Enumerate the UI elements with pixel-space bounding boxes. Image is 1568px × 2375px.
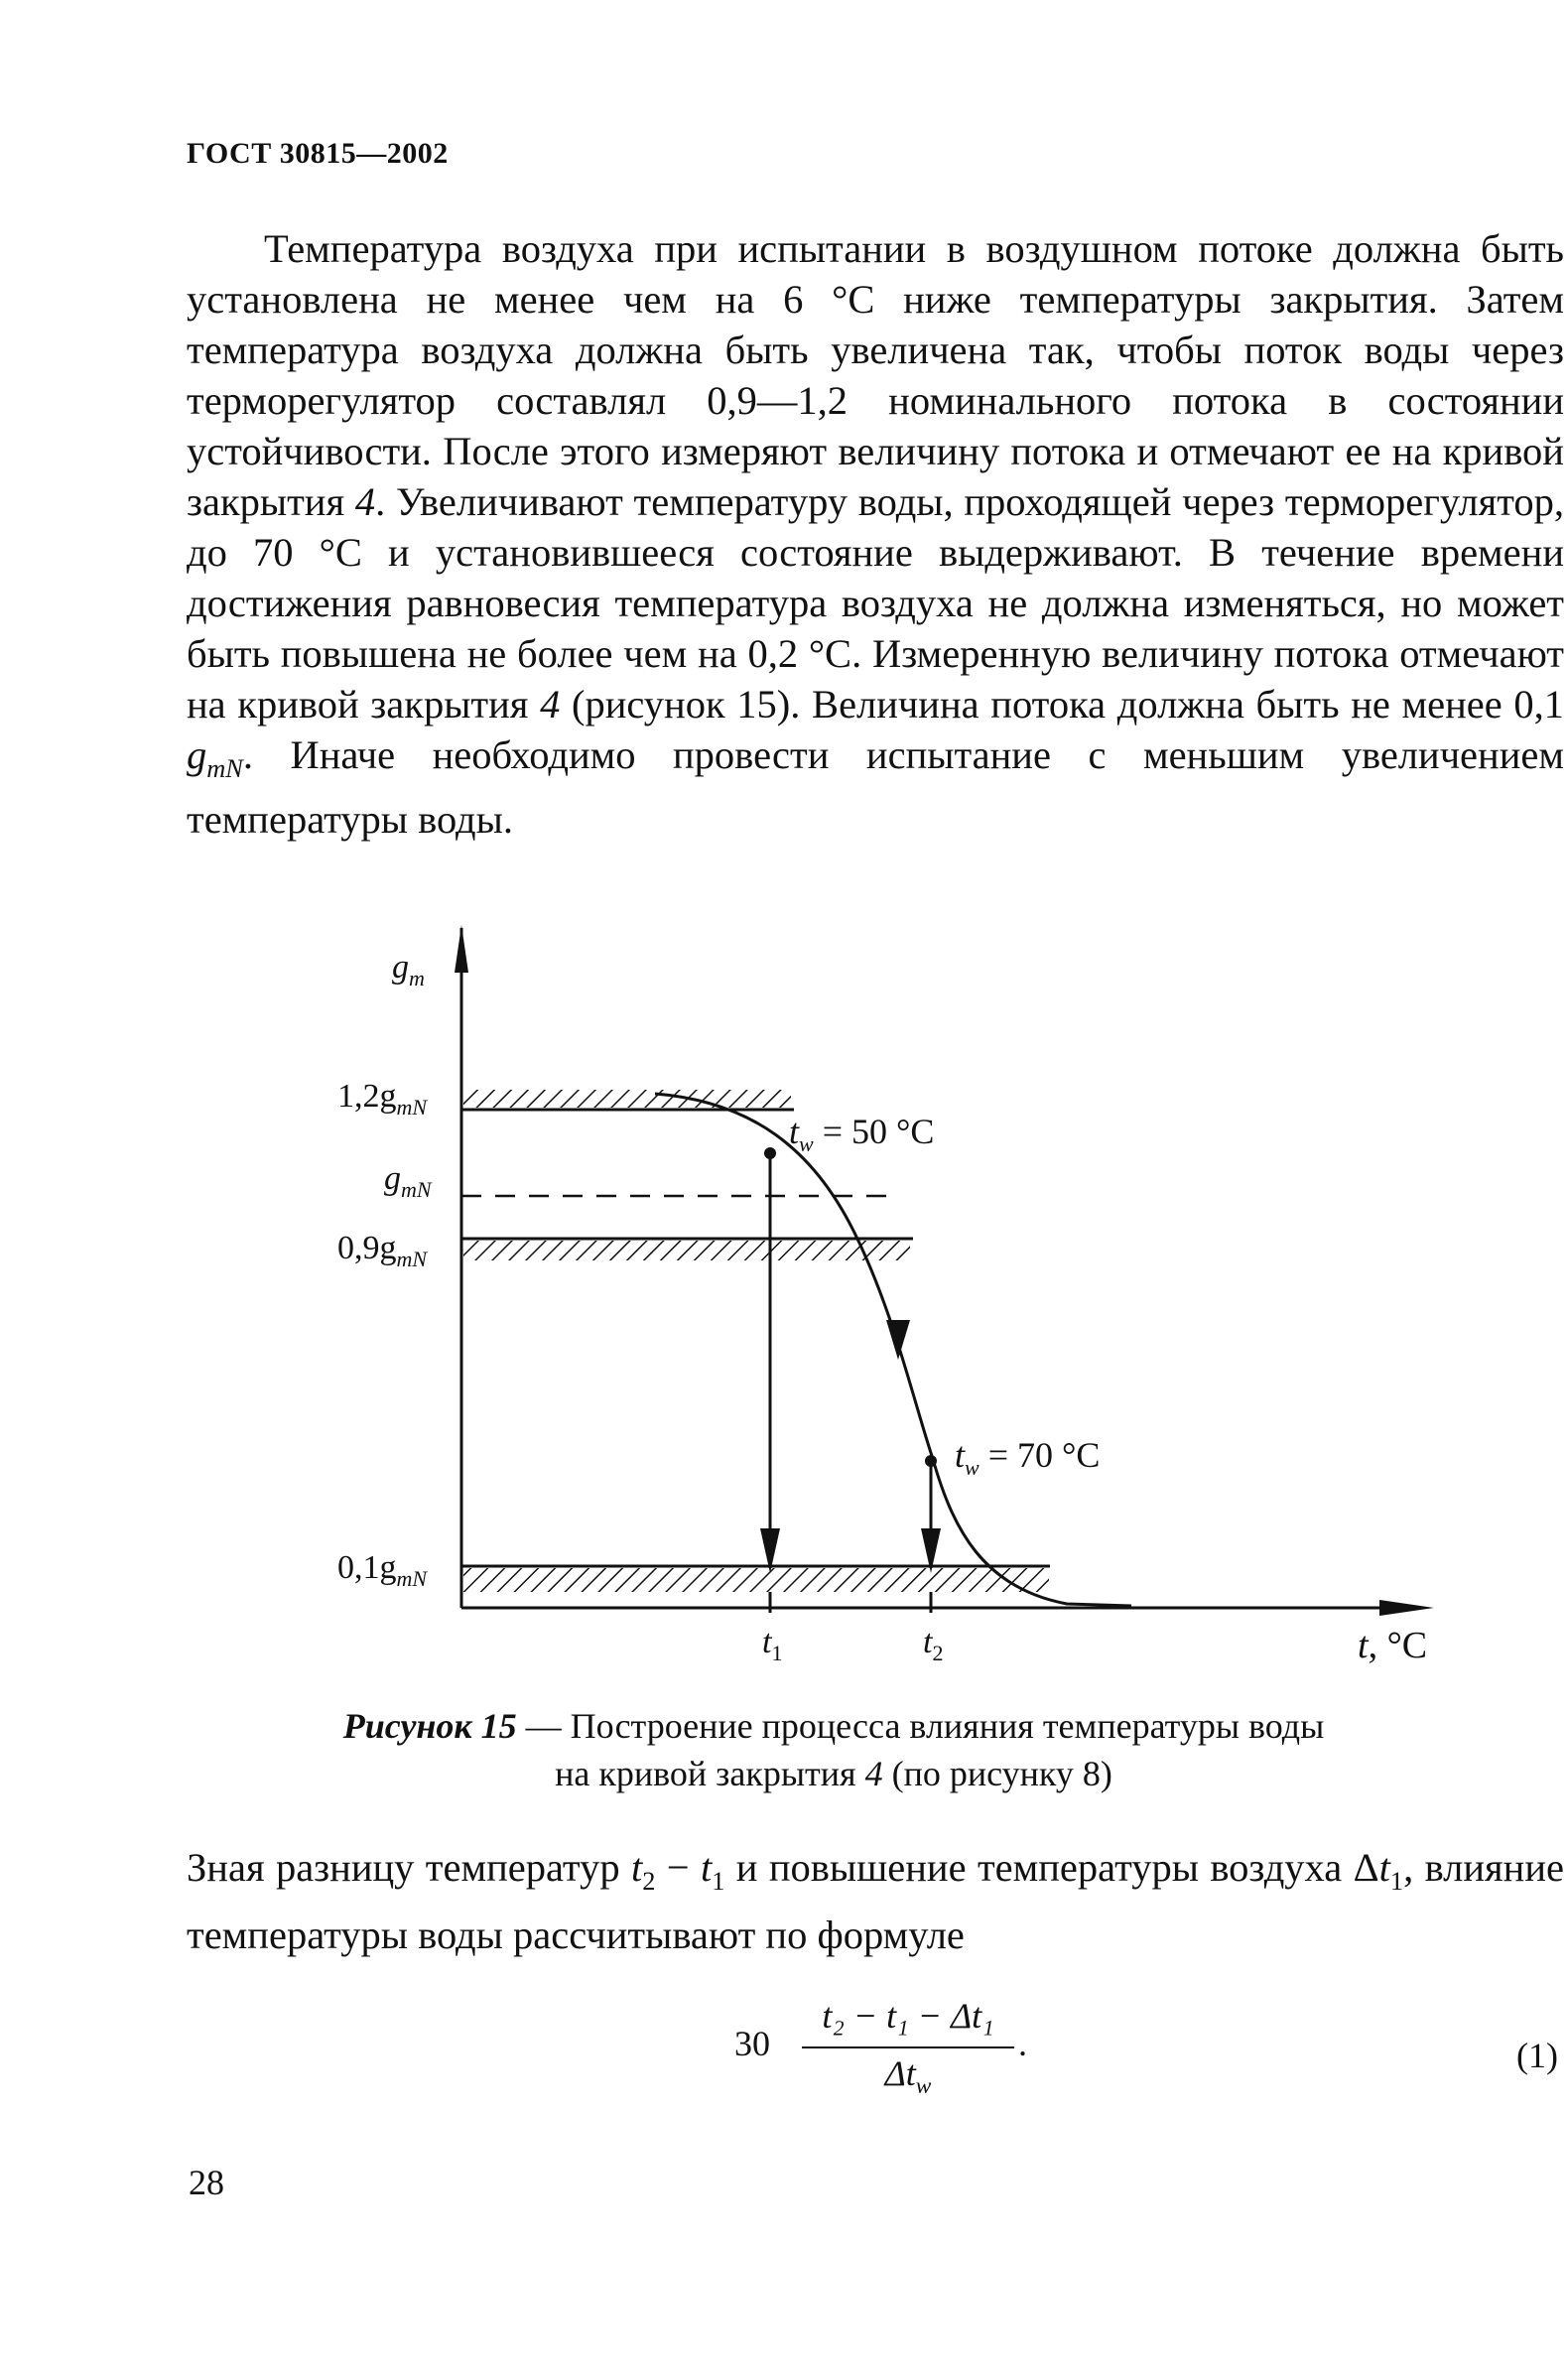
- intro-text: , влияние температуры воды рассчитывают по формуле: [187, 1845, 1564, 1958]
- fraction-bar: [802, 2046, 1014, 2048]
- caption-text: Построение процесса влияния температуры воды: [570, 1706, 1325, 1746]
- caption-text: (по рисунку 8): [882, 1754, 1112, 1793]
- y-level-1-2: $1,2g_{mN}$: [337, 1078, 428, 1120]
- paragraph-text: . Увеличивают температуру воды, проходящей через терморегулятор, до 70 °С и установившееся состояние выдерживают. В течение времени достижения равновесия температура воздуха не должна изменяться, но может быть повышена не более чем на 0,2 °С. Измеренную величину потока отмечают на кривой закрытия: [187, 479, 1564, 726]
- x-tick-t1: $t_1$: [762, 1624, 783, 1665]
- band-0-9: [463, 1241, 910, 1260]
- x-tick-t2: $t_2$: [923, 1624, 944, 1665]
- paragraph-text: (рисунок 15). Величина потока должна быть не менее 0,1: [560, 682, 1564, 726]
- g-subscript: mN: [206, 754, 243, 784]
- caption-label: Рисунок 15: [342, 1706, 517, 1746]
- formula-denominator: [804, 2052, 1012, 2100]
- paragraph-text: . Иначе необходимо провести испытание с меньшим увеличением температуры воды.: [187, 732, 1564, 843]
- page-number: 28: [189, 2163, 224, 2202]
- minus-sign: −: [655, 1845, 701, 1890]
- t2-symbol: t: [630, 1845, 643, 1890]
- denominator-subscript: w: [915, 2073, 932, 2100]
- curve-ref: 4: [864, 1754, 883, 1793]
- annotation-tw-50: $t_w = 50$ °C: [789, 1112, 935, 1156]
- annotation-tw-70: $t_w = 70$ °C: [955, 1435, 1101, 1480]
- figure-caption: [189, 1702, 1479, 1797]
- x-axis-label: t, °C: [1358, 1625, 1428, 1666]
- curve-ref: 4: [540, 682, 561, 726]
- y-level-0-1: $0,1g_{mN}$: [337, 1549, 428, 1591]
- formula-numerator: t₂ − t₁ − Δt₁: [822, 1996, 994, 2036]
- caption-line-1: [189, 1702, 1479, 1750]
- intro-text: и повышение температуры воздуха Δ: [724, 1845, 1379, 1890]
- caption-dash: —: [516, 1706, 571, 1746]
- caption-line-2: [189, 1750, 1479, 1797]
- formula-1: [734, 1995, 1052, 2104]
- formula-coefficient: 30: [734, 2024, 770, 2063]
- curve-ref: 4: [354, 479, 376, 524]
- equation-number: (1): [1516, 2036, 1558, 2075]
- t1-subscript: 1: [712, 1867, 725, 1897]
- y-axis-arrow: [455, 925, 468, 973]
- g-symbol: g: [187, 732, 207, 777]
- document-code: ГОСТ 30815—2002: [187, 137, 449, 170]
- curve-arrow: [886, 1320, 910, 1360]
- t2-subscript: 2: [642, 1867, 656, 1897]
- band-0-1: [463, 1568, 1049, 1592]
- closing-curve: [655, 1094, 1131, 1606]
- formula-period: .: [1018, 2024, 1027, 2063]
- band-1-2: [463, 1090, 791, 1108]
- intro-text: Зная разницу температур: [187, 1845, 631, 1890]
- dt1-subscript: 1: [1389, 1867, 1404, 1897]
- y-level-0-9: $0,9g_{mN}$: [337, 1230, 428, 1271]
- dt1-symbol: t: [1378, 1845, 1390, 1890]
- caption-text: на кривой закрытия: [555, 1754, 865, 1793]
- denominator-text: Δt: [884, 2053, 916, 2093]
- t1-symbol: t: [701, 1845, 713, 1890]
- x-axis-arrow: [1379, 1600, 1434, 1616]
- paragraph-text: Температура воздуха при испытании в воздушном потоке должна быть установлена не менее чем на 6 °С ниже температуры закрытия. Затем температура воздуха должна быть увеличена так, чтобы поток воды через терморегулятор составлял 0,9—1,2 номинального потока в состоянии устойчивости. После этого измеряют величину потока и отмечают ее на кривой закрытия: [187, 226, 1564, 524]
- formula-intro: [187, 1841, 1564, 1962]
- y-axis-label: $g_m$: [392, 949, 425, 990]
- y-level-1-0: $g_{mN}$: [384, 1160, 432, 1202]
